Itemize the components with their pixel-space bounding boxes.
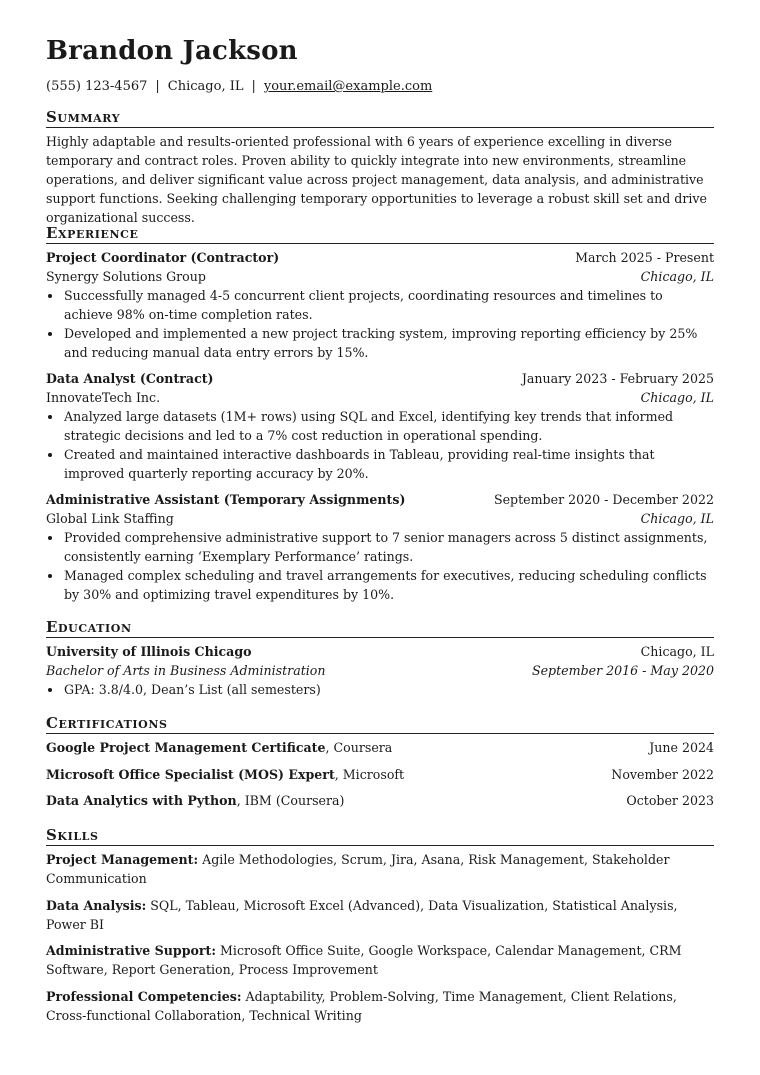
job-role: Data Analyst (Contract)	[46, 371, 214, 386]
skill-text: Agile Methodologies, Scrum, Jira, Asana, Risk Management, Stakeholder Communication	[46, 852, 670, 886]
skill-label: Project Management:	[46, 852, 199, 867]
job-role: Project Coordinator (Contractor)	[46, 250, 280, 265]
job-location: Chicago, IL	[640, 269, 714, 284]
job-bullet: • Created and maintained interactive dashboards in Tableau, providing real-time insights that improved quarterly reporting accuracy by 20%.	[63, 445, 714, 483]
job-company: InnovateTech Inc.	[46, 390, 161, 405]
skill-text: Microsoft Office Suite, Google Workspace, Calendar Management, CRM Software, Report Generation, Process Improvement	[46, 943, 682, 977]
location-text: Chicago, IL	[167, 79, 244, 94]
education-bullets	[46, 680, 714, 699]
section-title-skills: Skills	[46, 826, 714, 846]
education-dates: September 2016 - May 2020	[531, 663, 714, 678]
experience-section	[46, 224, 714, 611]
certification-issuer: , IBM (Coursera)	[236, 793, 345, 808]
education-bullet: • GPA: 3.8/4.0, Dean’s List (all semesters)	[63, 680, 714, 699]
certification-name: Microsoft Office Specialist (MOS) Expert	[46, 766, 335, 782]
job-dates: March 2025 - Present	[575, 250, 714, 265]
certification-item	[46, 765, 714, 784]
job-bullet: • Provided comprehensive administrative support to 7 senior managers across 5 distinct assignments, consistently earning ‘Exemplary Performance’ ratings.	[63, 528, 714, 566]
certification-name: Data Analytics with Python	[46, 793, 237, 808]
skill-item	[46, 850, 714, 888]
certification-item	[46, 738, 714, 757]
job-bullet: • Successfully managed 4-5 concurrent client projects, coordinating resources and timelines to achieve 98% on-time completion rates.	[63, 286, 714, 324]
job-entry	[46, 369, 714, 483]
job-location: Chicago, IL	[640, 390, 714, 405]
skill-item	[46, 987, 714, 1025]
skill-label: Data Analysis:	[46, 897, 147, 913]
contact-line	[46, 78, 432, 95]
job-bullet: • Analyzed large datasets (1M+ rows) using SQL and Excel, identifying key trends that informed strategic decisions and led to a 7% cost reduction in operational spending.	[63, 407, 714, 445]
skill-text: SQL, Tableau, Microsoft Excel (Advanced), Data Visualization, Statistical Analysis, Power BI	[46, 897, 678, 932]
certification-name: Google Project Management Certificate	[46, 740, 326, 755]
job-entry	[46, 248, 714, 362]
candidate-name: Brandon Jackson	[46, 36, 298, 66]
certification-issuer: , Coursera	[325, 740, 393, 755]
job-bullets	[46, 286, 714, 362]
school-name: University of Illinois Chicago	[46, 644, 252, 659]
section-title-summary: Summary	[46, 108, 714, 128]
email-link[interactable]: your.email@example.com	[263, 79, 433, 94]
phone-number: (555) 123-4567	[46, 79, 148, 94]
certifications-section	[46, 714, 714, 818]
section-title-experience: Experience	[46, 224, 714, 244]
job-bullets	[46, 407, 714, 483]
contact-separator: |	[251, 79, 256, 94]
skill-item	[46, 941, 714, 979]
contact-separator: |	[155, 79, 160, 94]
summary-text: Highly adaptable and results-oriented professional with 6 years of experience excelling in diverse temporary and contract roles. Proven ability to quickly integrate into new environments, streamline operations, and deliver significant value across project management, data analysis, and administrative support functions. Seeking challenging temporary opportunities to leverage a robust skill set and drive organizational success.	[46, 134, 707, 225]
skill-label: Professional Competencies:	[46, 988, 242, 1004]
summary-section	[46, 108, 714, 227]
certification-date: June 2024	[649, 740, 714, 755]
section-title-certifications: Certifications	[46, 714, 714, 734]
skills-section	[46, 826, 714, 1032]
certification-issuer: , Microsoft	[334, 766, 405, 782]
section-title-education: Education	[46, 618, 714, 638]
education-section	[46, 618, 714, 699]
job-role: Administrative Assistant (Temporary Assignments)	[46, 492, 406, 507]
certification-item	[46, 791, 714, 810]
skill-text: Adaptability, Problem-Solving, Time Management, Client Relations, Cross-functional Collaboration, Technical Writing	[46, 988, 677, 1023]
skill-item	[46, 896, 714, 934]
job-dates: January 2023 - February 2025	[521, 371, 714, 386]
certification-date: October 2023	[626, 793, 714, 808]
certification-date: November 2022	[611, 766, 714, 782]
skill-label: Administrative Support:	[46, 943, 217, 958]
job-bullet: • Managed complex scheduling and travel arrangements for executives, reducing scheduling conflicts by 30% and optimizing travel expenditures by 10%.	[63, 566, 714, 604]
job-company: Global Link Staffing	[46, 511, 174, 526]
job-location: Chicago, IL	[640, 511, 714, 526]
degree-name: Bachelor of Arts in Business Administration	[46, 663, 326, 678]
job-company: Synergy Solutions Group	[46, 269, 206, 284]
school-location: Chicago, IL	[640, 644, 714, 659]
job-dates: September 2020 - December 2022	[493, 492, 714, 507]
job-bullets	[46, 528, 714, 604]
job-bullet: • Developed and implemented a new project tracking system, improving reporting efficiency by 25% and reducing manual data entry errors by 15%.	[63, 324, 714, 362]
job-entry	[46, 490, 714, 604]
